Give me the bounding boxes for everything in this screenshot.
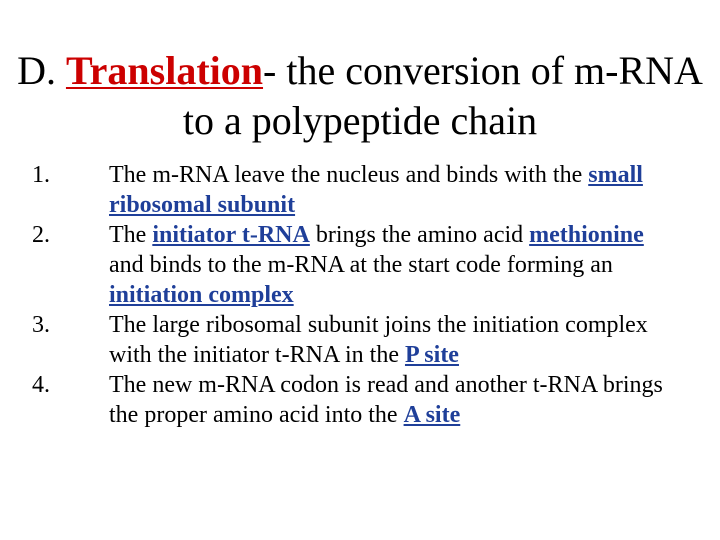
title-highlight-term: Translation xyxy=(65,48,264,93)
step-number: 4. xyxy=(32,372,50,398)
step-text: The m-RNA leave the nucleus and binds with the xyxy=(109,162,589,188)
keyword-p-site: P site xyxy=(404,342,459,368)
step-number: 1. xyxy=(32,162,50,188)
list-item-step-4 xyxy=(32,370,672,430)
step-text: brings the amino acid xyxy=(309,222,530,248)
keyword-a-site: A site xyxy=(403,402,461,428)
step-number: 3. xyxy=(32,312,50,338)
keyword-methionine: methionine xyxy=(529,222,644,248)
list-item-step-1 xyxy=(32,160,672,220)
slide-title xyxy=(0,46,720,146)
step-number: 2. xyxy=(32,222,50,248)
step-text: The large ribosomal subunit joins the initiation complex with the initiator t-RNA in the xyxy=(109,312,648,368)
title-suffix: - the conversion of m-RNA to a polypeptide chain xyxy=(182,48,703,143)
step-text: The xyxy=(109,222,153,248)
keyword-initiator-trna: initiator t-RNA xyxy=(152,222,310,248)
step-list xyxy=(32,160,672,430)
title-prefix: D. xyxy=(17,48,66,93)
list-item-step-2 xyxy=(32,220,672,310)
step-text: The new m-RNA codon is read and another t-RNA brings the proper amino acid into the xyxy=(109,372,663,428)
keyword-initiation-complex: initiation complex xyxy=(109,282,294,308)
step-text: and binds to the m-RNA at the start code forming an xyxy=(109,252,613,278)
list-item-step-3 xyxy=(32,310,672,370)
keyword-small-ribosomal-subunit: small ribosomal subunit xyxy=(109,162,643,218)
